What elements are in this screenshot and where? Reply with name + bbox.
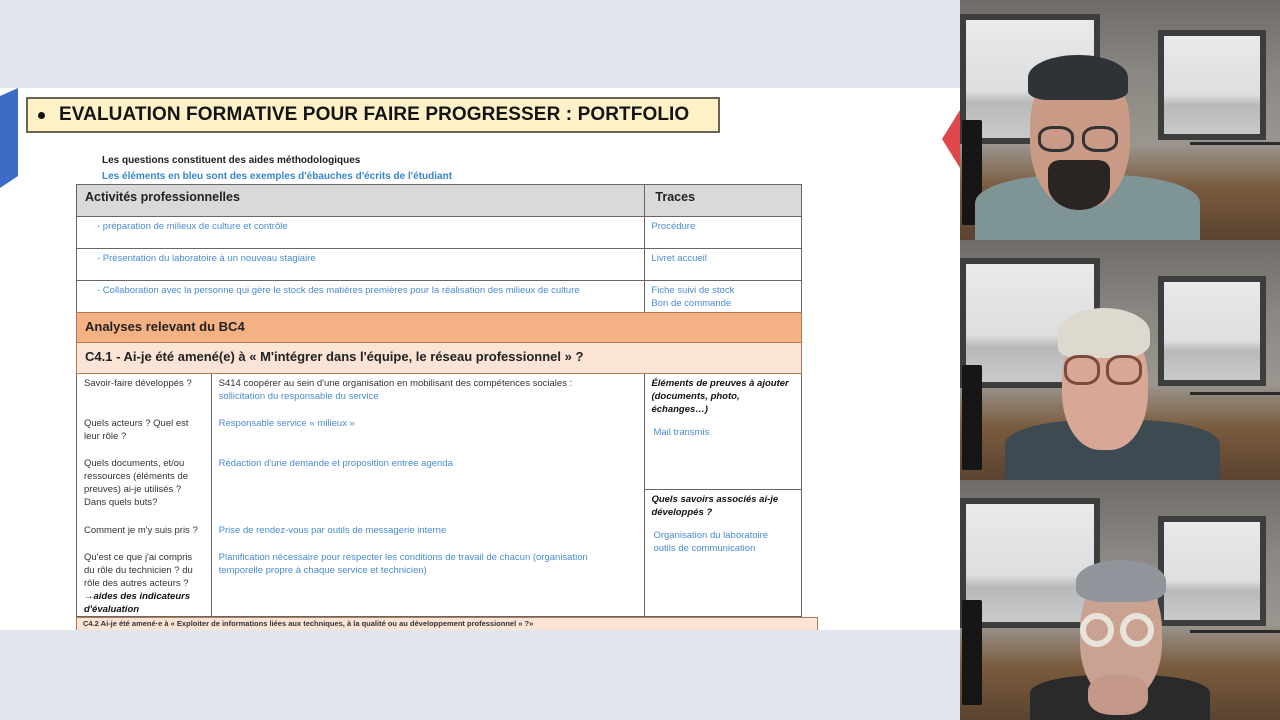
blue-elements-note: Les éléments en bleu sont des exemples d'ébauches d'écrits de l'étudiant xyxy=(102,171,453,182)
speaker xyxy=(962,365,982,470)
header-activities: Activités professionnelles xyxy=(77,185,645,216)
participant-video-3[interactable] xyxy=(960,480,1280,720)
answers-column xyxy=(212,374,646,616)
knowledge-cell xyxy=(645,490,801,616)
trace-line: Bon de commande xyxy=(651,298,732,309)
answer: sollicitation du responsable du service xyxy=(218,391,379,402)
table-row xyxy=(77,280,801,312)
question: Savoir-faire développés ? xyxy=(84,378,192,389)
question: Comment je m'y suis pris ? xyxy=(84,525,198,536)
activity-cell: - Collaboration avec la personne qui gère le stock des matières premières pour la réalisation des milieux de culture xyxy=(77,281,645,312)
questions-column xyxy=(77,374,212,616)
table xyxy=(1190,630,1280,633)
activity-cell: - Présentation du laboratoire à un nouveau stagiaire xyxy=(77,249,645,280)
window xyxy=(1158,276,1266,386)
evidence-cell xyxy=(645,374,801,490)
slide-title: EVALUATION FORMATIVE POUR FAIRE PROGRESSER : PORTFOLIO xyxy=(59,104,690,125)
red-decor-diamond xyxy=(942,110,960,168)
slide-title-box xyxy=(26,97,720,133)
trace-line: Fiche suivi de stock xyxy=(651,285,735,296)
blue-decor-shape xyxy=(0,88,18,188)
question: Qu'est ce que j'ai compris du rôle du technicien ? du rôle des autres acteurs ? xyxy=(84,552,193,589)
table-row xyxy=(77,248,801,280)
answer: Prise de rendez-vous par outils de messagerie interne xyxy=(218,525,447,536)
answer: Rédaction d'une demande et proposition entrée agenda xyxy=(218,458,453,469)
answer: Planification nécessaire pour respecter les conditions de travail de chacun (organisation temporelle propre à chaque service et technicien) xyxy=(218,552,588,576)
traces-cell: Procédure xyxy=(651,221,696,232)
knowledge-value: outils de communication xyxy=(653,543,756,554)
table-row xyxy=(77,216,801,248)
participant-video-1[interactable] xyxy=(960,0,1280,240)
answer-skill: S414 coopérer au sein d'une organisation en mobilisant des compétences sociales : xyxy=(218,378,573,389)
evidence-heading: Éléments de preuves à ajouter (documents, photo, échanges…) xyxy=(651,378,789,415)
question-emphasis: →aides des indicateurs d'évaluation xyxy=(84,591,191,615)
question: Quels acteurs ? Quel est leur rôle ? xyxy=(84,418,189,442)
shared-slide xyxy=(0,88,960,630)
evidence-value: Mail transmis xyxy=(653,427,710,438)
methodology-note: Les questions constituent des aides méthodologiques xyxy=(102,155,361,166)
c41-question-header: C4.1 - Ai-je été amené(e) à « M'intégrer dans l'équipe, le réseau professionnel » ? xyxy=(76,343,802,374)
table xyxy=(1190,392,1280,395)
analysis-table xyxy=(76,374,802,617)
c42-question-header: C4.2 Ai-je été amené·e à « Exploiter de informations liées aux techniques, à la qualité ou au développement professionnel » ?» xyxy=(76,617,818,630)
knowledge-value: Organisation du laboratoire xyxy=(653,530,769,541)
header-traces: Traces xyxy=(655,190,696,204)
question: Quels documents, et/ou ressources (éléments de preuves) ai-je utilisés ? Dans quels buts? xyxy=(84,458,189,508)
knowledge-heading: Quels savoirs associés ai-je développés ? xyxy=(651,494,779,518)
table-header xyxy=(77,185,801,216)
evidence-column xyxy=(645,374,801,616)
bullet-icon xyxy=(38,112,45,119)
activities-table xyxy=(76,184,802,313)
window xyxy=(1158,30,1266,140)
participant-video-2[interactable] xyxy=(960,240,1280,480)
table xyxy=(1190,142,1280,145)
speaker xyxy=(962,600,982,705)
window xyxy=(1158,516,1266,626)
bc4-section-header: Analyses relevant du BC4 xyxy=(76,312,802,343)
traces-cell: Livret accueil xyxy=(651,253,707,264)
activity-cell: - préparation de milieux de culture et contrôle xyxy=(77,217,645,248)
answer: Responsable service « milieux » xyxy=(218,418,355,429)
traces-cell xyxy=(645,281,801,312)
